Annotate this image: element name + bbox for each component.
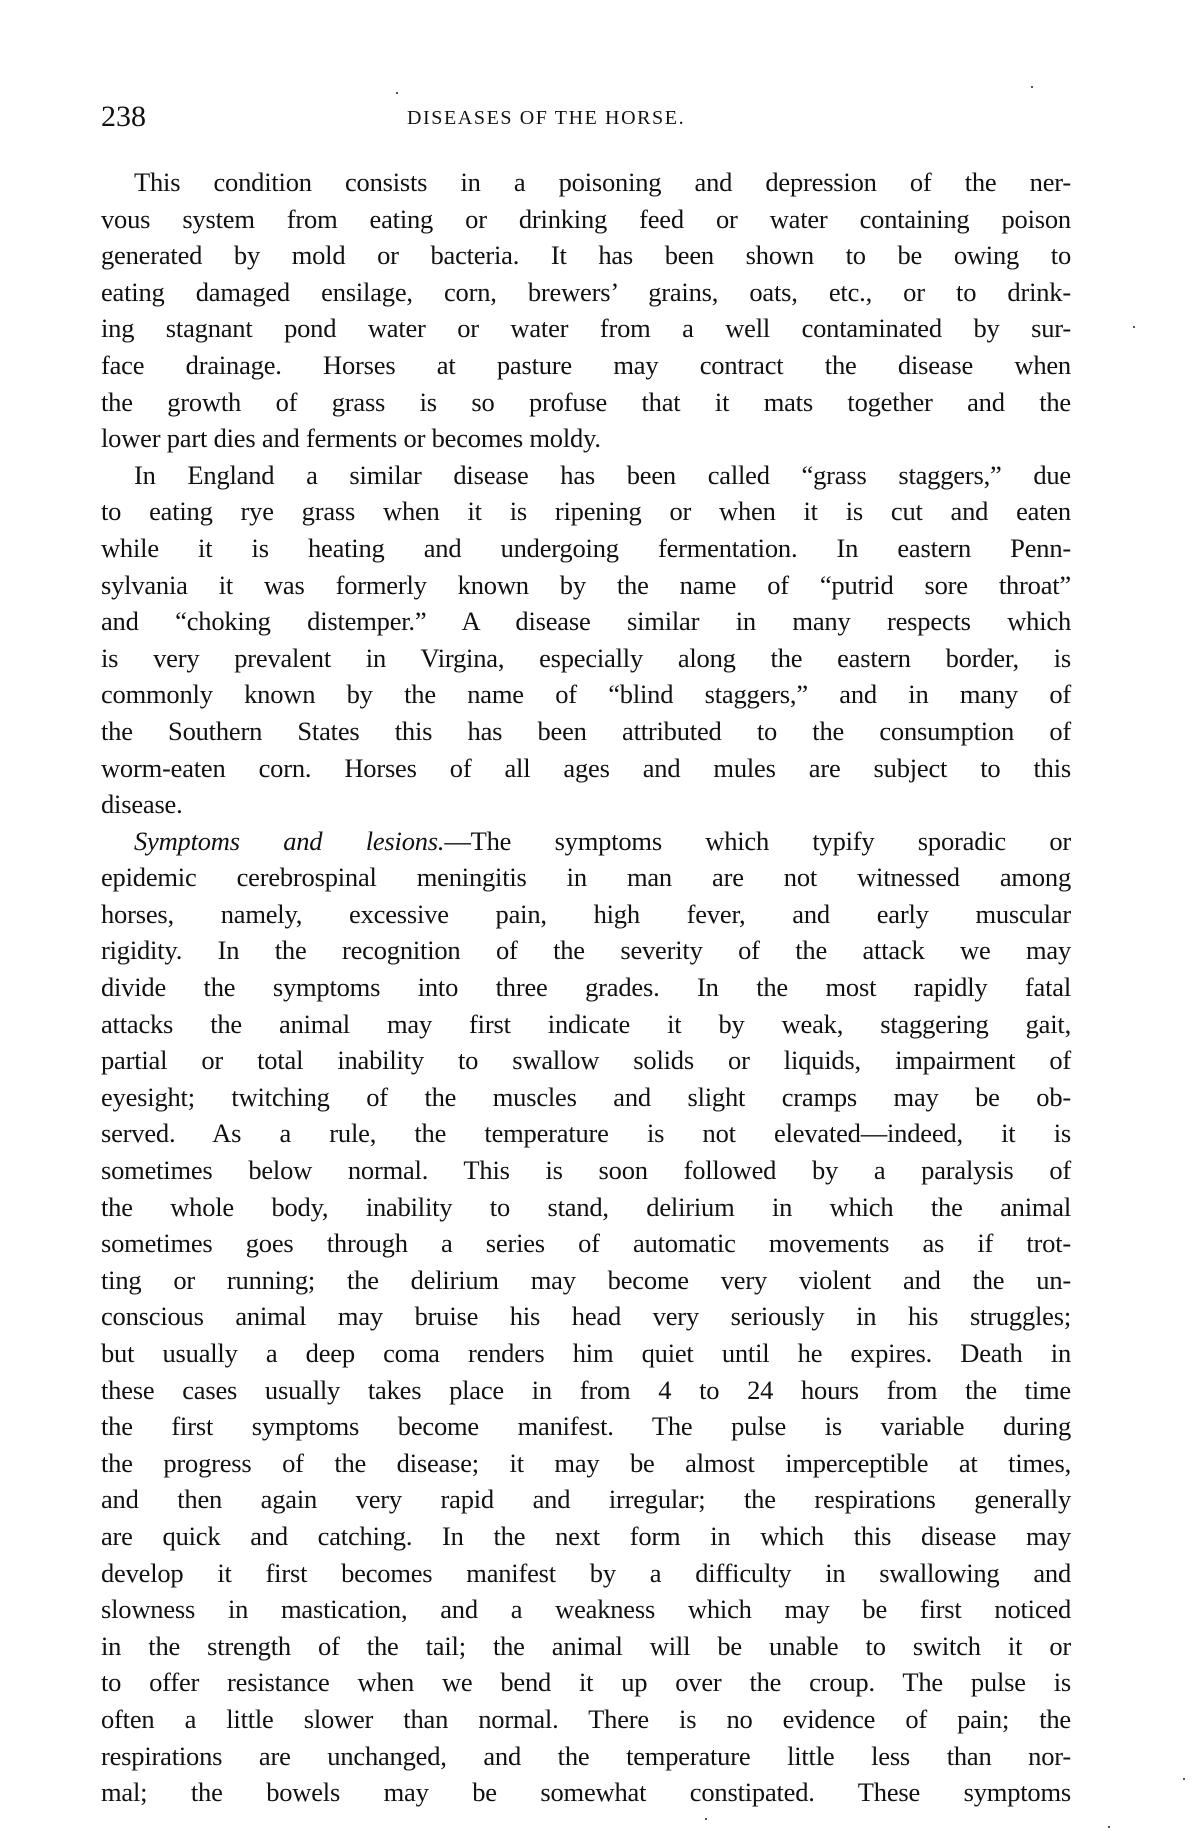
text-line: the Southern States this has been attributed to the consumption of [101,715,1071,746]
text-line: vous system from eating or drinking feed or water containing poison [101,203,1071,234]
text-line [101,823,1071,860]
text-line: ing stagnant pond water or water from a well contaminated by sur- [101,313,1071,344]
text-line: slowness in mastication, and a weakness which may be first noticed [101,1594,1071,1625]
text-line: This condition consists in a poisoning and depression of the ner- [134,167,1071,197]
text-line: is very prevalent in Virgina, especially along the eastern border, is [101,642,1071,673]
body-text [101,164,1071,1811]
page-number: 238 [101,100,146,133]
text-line: served. As a rule, the temperature is not elevated—indeed, it is [101,1118,1071,1149]
text-line: generated by mold or bacteria. It has been shown to be owing to [101,240,1071,271]
text-line: the progress of the disease; it may be almost imperceptible at times, [101,1447,1071,1478]
text-line: in the strength of the tail; the animal will be unable to switch it or [101,1630,1071,1661]
text-line: face drainage. Horses at pasture may contract the disease when [101,349,1071,380]
running-title: DISEASES OF THE HORSE. [407,107,686,129]
text-line: attacks the animal may first indicate it by weak, staggering gait, [101,1008,1071,1039]
text-line: mal; the bowels may be somewhat constipated. These symptoms [101,1777,1071,1808]
scan-speck [396,92,398,94]
heading-continuation: —The symptoms which typify sporadic or [444,825,1071,856]
scan-speck [1183,1778,1185,1780]
text-line: are quick and catching. In the next form in which this disease may [101,1520,1071,1551]
text-line: horses, namely, excessive pain, high fever, and early muscular [101,898,1071,929]
text-line: rigidity. In the recognition of the severity of the attack we may [101,935,1071,966]
running-head [0,99,1200,135]
scan-speck [1108,1826,1110,1828]
text-line: these cases usually takes place in from 4 to 24 hours from the time [101,1374,1071,1405]
text-line: sylvania it was formerly known by the name of “putrid sore throat” [101,569,1071,600]
text-line: conscious animal may bruise his head very seriously in his struggles; [101,1301,1071,1332]
text-line: the first symptoms become manifest. The pulse is variable during [101,1411,1071,1442]
text-line: often a little slower than normal. There is no evidence of pain; the [101,1703,1071,1734]
scan-speck [1031,86,1033,88]
text-line: the whole body, inability to stand, delirium in which the animal [101,1191,1071,1222]
text-line: and then again very rapid and irregular; the respirations generally [101,1484,1071,1515]
paragraph-regional-names [101,457,1071,823]
text-line: but usually a deep coma renders him quiet until he expires. Death in [101,1338,1071,1368]
paragraph-symptoms [101,823,1071,1811]
text-line: respirations are unchanged, and the temperature little less than nor- [101,1740,1071,1771]
text-line: to offer resistance when we bend it up over the croup. The pulse is [101,1667,1071,1698]
text-line: divide the symptoms into three grades. In the most rapidly fatal [101,972,1071,1003]
text-line: eyesight; twitching of the muscles and slight cramps may be ob- [101,1081,1071,1112]
text-line: while it is heating and undergoing fermentation. In eastern Penn- [101,532,1071,563]
text-line: commonly known by the name of “blind staggers,” and in many of [101,679,1071,710]
text-line: partial or total inability to swallow solids or liquids, impairment of [101,1045,1071,1076]
text-line: the growth of grass is so profuse that it mats together and the [101,386,1071,417]
text-line: sometimes goes through a series of automatic movements as if trot- [101,1228,1071,1259]
text-line: In England a similar disease has been called “grass staggers,” due [134,459,1071,490]
text-line: lower part dies and ferments or becomes moldy. [101,423,601,454]
text-line: to eating rye grass when it is ripening or when it is cut and eaten [101,496,1071,527]
text-line: worm-eaten corn. Horses of all ages and mules are subject to this [101,752,1071,783]
text-line: ting or running; the delirium may become very violent and the un- [101,1264,1071,1295]
scan-speck [705,1818,707,1820]
text-line: epidemic cerebrospinal meningitis in man are not witnessed among [101,862,1071,893]
text-line: disease. [101,789,183,820]
text-line: develop it first becomes manifest by a difficulty in swallowing and [101,1557,1071,1588]
section-heading: Symptoms and lesions. [134,825,445,856]
text-line: sometimes below normal. This is soon followed by a paralysis of [101,1155,1071,1186]
text-line: and “choking distemper.” A disease similar in many respects which [101,606,1071,637]
text-line: eating damaged ensilage, corn, brewers’ grains, oats, etc., or to drink- [101,276,1071,307]
scan-speck [1133,326,1135,328]
paragraph-causes [101,164,1071,457]
